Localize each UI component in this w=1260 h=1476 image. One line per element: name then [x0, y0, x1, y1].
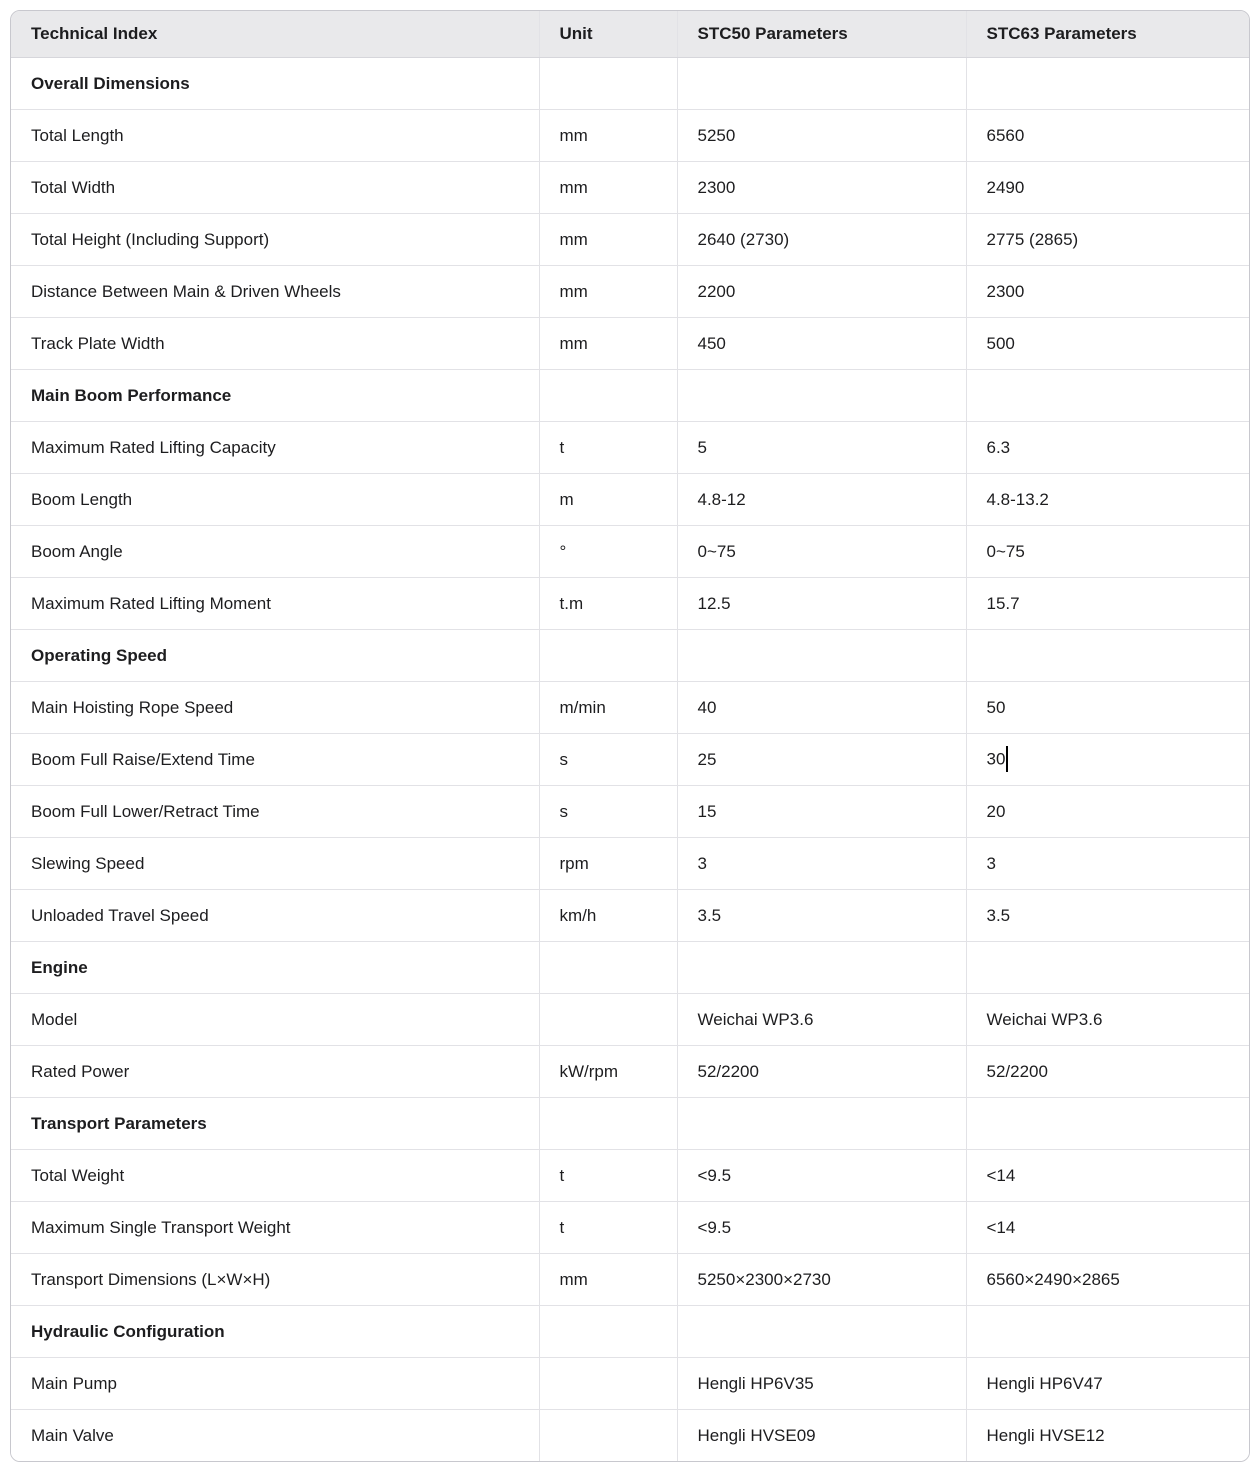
cell-text: Maximum Rated Lifting Capacity — [31, 437, 276, 457]
unit-cell[interactable] — [539, 214, 677, 266]
unit-cell[interactable] — [539, 1098, 677, 1150]
stc50-value-cell[interactable] — [677, 162, 966, 214]
spec-label-cell[interactable] — [11, 474, 539, 526]
section-row — [11, 942, 1249, 994]
section-row — [11, 370, 1249, 422]
cell-text: s — [559, 801, 568, 821]
unit-cell[interactable] — [539, 786, 677, 838]
cell-text: Main Boom Performance — [31, 385, 232, 405]
stc50-value-cell[interactable] — [677, 890, 966, 942]
table-row — [11, 890, 1249, 942]
column-header-label: STC50 Parameters — [697, 24, 848, 44]
stc50-value-cell[interactable] — [677, 214, 966, 266]
cell-text: Boom Full Raise/Extend Time — [31, 749, 255, 769]
cell-text: Weichai WP3.6 — [697, 1009, 814, 1029]
column-header-technical-index[interactable] — [11, 11, 539, 58]
stc63-value-cell[interactable] — [966, 1046, 1249, 1098]
column-header-label: Technical Index — [31, 24, 158, 44]
cell-text: Total Length — [31, 125, 124, 145]
unit-cell[interactable] — [539, 318, 677, 370]
section-row — [11, 1306, 1249, 1358]
cell-text: s — [559, 749, 568, 769]
cell-text: t — [559, 1217, 565, 1237]
cell-text: Distance Between Main & Driven Wheels — [31, 281, 341, 301]
table-row — [11, 110, 1249, 162]
stc50-value-cell[interactable] — [677, 1202, 966, 1254]
stc50-value-cell[interactable] — [677, 682, 966, 734]
stc50-value-cell[interactable] — [677, 942, 966, 994]
stc63-value-cell[interactable] — [966, 1150, 1249, 1202]
cell-text: Main Hoisting Rope Speed — [31, 697, 234, 717]
header-row — [11, 11, 1249, 58]
stc50-value-cell[interactable] — [677, 734, 966, 786]
cell-text: Weichai WP3.6 — [986, 1009, 1103, 1029]
cell-text: Total Height (Including Support) — [31, 229, 270, 249]
cell-text: 12.5 — [697, 593, 731, 613]
table-row — [11, 318, 1249, 370]
cell-text: 2490 — [986, 177, 1025, 197]
cell-text: 3.5 — [986, 905, 1011, 925]
cell-text: 52/2200 — [986, 1061, 1048, 1081]
stc63-value-cell[interactable] — [966, 994, 1249, 1046]
spec-label-cell[interactable] — [11, 1358, 539, 1410]
section-row — [11, 630, 1249, 682]
spec-label-cell[interactable] — [11, 682, 539, 734]
cell-text: Hengli HVSE12 — [986, 1425, 1105, 1445]
cell-text: 20 — [986, 801, 1006, 821]
spec-label-cell[interactable] — [11, 942, 539, 994]
unit-cell[interactable] — [539, 994, 677, 1046]
unit-cell[interactable] — [539, 682, 677, 734]
cell-text: t — [559, 1165, 565, 1185]
cell-text: Maximum Rated Lifting Moment — [31, 593, 271, 613]
cell-text: <9.5 — [697, 1165, 732, 1185]
cell-text: 15 — [697, 801, 717, 821]
cell-text: 5 — [697, 437, 707, 457]
spec-label-cell[interactable] — [11, 422, 539, 474]
cell-text: 40 — [697, 697, 717, 717]
stc63-value-cell[interactable] — [966, 838, 1249, 890]
table-row — [11, 1202, 1249, 1254]
cell-text: 15.7 — [986, 593, 1020, 613]
stc63-value-cell[interactable] — [966, 318, 1249, 370]
table-row — [11, 1046, 1249, 1098]
cell-text: 52/2200 — [697, 1061, 759, 1081]
stc50-value-cell[interactable] — [677, 110, 966, 162]
unit-cell[interactable] — [539, 890, 677, 942]
unit-cell[interactable] — [539, 734, 677, 786]
spec-label-cell[interactable] — [11, 1098, 539, 1150]
spec-label-cell[interactable] — [11, 110, 539, 162]
stc63-value-cell[interactable] — [966, 162, 1249, 214]
unit-cell[interactable] — [539, 1254, 677, 1306]
stc63-value-cell[interactable] — [966, 942, 1249, 994]
unit-cell[interactable] — [539, 370, 677, 422]
spec-label-cell[interactable] — [11, 162, 539, 214]
stc50-value-cell[interactable] — [677, 526, 966, 578]
spec-label-cell[interactable] — [11, 1410, 539, 1462]
stc50-value-cell[interactable] — [677, 370, 966, 422]
cell-text: <14 — [986, 1217, 1016, 1237]
spec-label-cell[interactable] — [11, 1306, 539, 1358]
unit-cell[interactable] — [539, 630, 677, 682]
stc50-value-cell[interactable] — [677, 630, 966, 682]
stc50-value-cell[interactable] — [677, 1046, 966, 1098]
stc50-value-cell[interactable] — [677, 422, 966, 474]
cell-text: Hengli HP6V47 — [986, 1373, 1103, 1393]
cell-text: m — [559, 489, 574, 509]
spec-label-cell[interactable] — [11, 734, 539, 786]
stc50-value-cell[interactable] — [677, 1358, 966, 1410]
unit-cell[interactable] — [539, 474, 677, 526]
unit-cell[interactable] — [539, 1046, 677, 1098]
cell-text: 4.8-13.2 — [986, 489, 1049, 509]
cell-text: Maximum Single Transport Weight — [31, 1217, 291, 1237]
stc50-value-cell[interactable] — [677, 1150, 966, 1202]
cell-text: 5250×2300×2730 — [697, 1269, 831, 1289]
cell-text: 450 — [697, 333, 726, 353]
cell-text: ° — [559, 541, 567, 561]
table-row — [11, 1254, 1249, 1306]
cell-text: Total Width — [31, 177, 116, 197]
stc63-value-cell[interactable] — [966, 526, 1249, 578]
spec-label-cell[interactable] — [11, 214, 539, 266]
cell-text: Rated Power — [31, 1061, 130, 1081]
stc63-value-cell[interactable] — [966, 1410, 1249, 1462]
column-header-stc63-parameters[interactable] — [966, 11, 1249, 58]
cell-text: 2300 — [697, 177, 736, 197]
table-row — [11, 1410, 1249, 1462]
unit-cell[interactable] — [539, 578, 677, 630]
table-row — [11, 734, 1249, 786]
stc50-value-cell[interactable] — [677, 786, 966, 838]
spec-label-cell[interactable] — [11, 370, 539, 422]
unit-cell[interactable] — [539, 526, 677, 578]
cell-text: 6.3 — [986, 437, 1011, 457]
cell-text: Boom Angle — [31, 541, 123, 561]
spec-label-cell[interactable] — [11, 838, 539, 890]
stc50-value-cell[interactable] — [677, 1254, 966, 1306]
stc50-value-cell[interactable] — [677, 58, 966, 110]
cell-text: t — [559, 437, 565, 457]
stc63-value-cell[interactable] — [966, 58, 1249, 110]
cell-text: Main Valve — [31, 1425, 114, 1445]
spec-label-cell[interactable] — [11, 1150, 539, 1202]
section-row — [11, 1098, 1249, 1150]
spec-label-cell[interactable] — [11, 994, 539, 1046]
cell-text: mm — [559, 177, 588, 197]
spec-label-cell[interactable] — [11, 58, 539, 110]
cell-text: Boom Length — [31, 489, 133, 509]
table-row — [11, 266, 1249, 318]
spec-label-cell[interactable] — [11, 630, 539, 682]
stc50-value-cell[interactable] — [677, 318, 966, 370]
cell-text: Overall Dimensions — [31, 73, 190, 93]
cell-text: Total Weight — [31, 1165, 125, 1185]
stc63-value-cell[interactable] — [966, 578, 1249, 630]
cell-text: Hydraulic Configuration — [31, 1321, 225, 1341]
cell-text: Boom Full Lower/Retract Time — [31, 801, 260, 821]
spec-label-cell[interactable] — [11, 1046, 539, 1098]
stc63-value-cell[interactable] — [966, 214, 1249, 266]
table-row — [11, 162, 1249, 214]
cell-text: mm — [559, 1269, 588, 1289]
spec-label-cell[interactable] — [11, 1254, 539, 1306]
stc63-value-cell[interactable] — [966, 786, 1249, 838]
stc50-value-cell[interactable] — [677, 474, 966, 526]
stc50-value-cell[interactable] — [677, 578, 966, 630]
table-row — [11, 1150, 1249, 1202]
cell-text: 0~75 — [697, 541, 736, 561]
cell-text: 6560×2490×2865 — [986, 1269, 1120, 1289]
stc63-value-cell[interactable] — [966, 682, 1249, 734]
stc63-value-cell[interactable] — [966, 630, 1249, 682]
cell-text: 2200 — [697, 281, 736, 301]
spec-label-cell[interactable] — [11, 578, 539, 630]
unit-cell[interactable] — [539, 58, 677, 110]
cell-text: 30 — [986, 748, 1006, 768]
cell-text: Transport Parameters — [31, 1113, 207, 1133]
cell-text: Operating Speed — [31, 645, 168, 665]
stc63-value-cell[interactable] — [966, 1202, 1249, 1254]
cell-text: Hengli HP6V35 — [697, 1373, 814, 1393]
cell-text: Model — [31, 1009, 78, 1029]
column-header-label: STC63 Parameters — [986, 24, 1137, 44]
cell-text: Transport Dimensions (L×W×H) — [31, 1269, 271, 1289]
cell-text: Main Pump — [31, 1373, 117, 1393]
stc63-value-cell[interactable] — [966, 1098, 1249, 1150]
stc50-value-cell[interactable] — [677, 1098, 966, 1150]
cell-text: kW/rpm — [559, 1061, 619, 1081]
unit-cell[interactable] — [539, 162, 677, 214]
stc63-value-cell[interactable] — [966, 266, 1249, 318]
stc63-value-cell[interactable] — [966, 370, 1249, 422]
cell-text: <14 — [986, 1165, 1016, 1185]
spec-table — [11, 11, 1249, 1461]
cell-text: 2640 (2730) — [697, 229, 790, 249]
cell-text: m/min — [559, 697, 606, 717]
unit-cell[interactable] — [539, 1410, 677, 1462]
cell-text: t.m — [559, 593, 584, 613]
spec-label-cell[interactable] — [11, 1202, 539, 1254]
spec-label-cell[interactable] — [11, 526, 539, 578]
unit-cell[interactable] — [539, 1150, 677, 1202]
cell-text: km/h — [559, 905, 597, 925]
table-row — [11, 1358, 1249, 1410]
column-header-unit[interactable] — [539, 11, 677, 58]
table-row — [11, 838, 1249, 890]
stc63-value-cell[interactable] — [966, 734, 1249, 786]
spec-label-cell[interactable] — [11, 318, 539, 370]
stc63-value-cell[interactable] — [966, 422, 1249, 474]
table-row — [11, 214, 1249, 266]
table-row — [11, 578, 1249, 630]
cell-text: 25 — [697, 749, 717, 769]
cell-text: 3 — [986, 853, 996, 873]
stc50-value-cell[interactable] — [677, 1410, 966, 1462]
unit-cell[interactable] — [539, 1202, 677, 1254]
cell-text: 50 — [986, 697, 1006, 717]
cell-text: 3 — [697, 853, 707, 873]
stc50-value-cell[interactable] — [677, 1306, 966, 1358]
cell-text: 2775 (2865) — [986, 229, 1079, 249]
cell-text: 5250 — [697, 125, 736, 145]
table-row — [11, 526, 1249, 578]
cell-text: 3.5 — [697, 905, 722, 925]
cell-text: mm — [559, 333, 588, 353]
stc63-value-cell[interactable] — [966, 474, 1249, 526]
table-row — [11, 474, 1249, 526]
spec-label-cell[interactable] — [11, 786, 539, 838]
table-row — [11, 786, 1249, 838]
cell-text: <9.5 — [697, 1217, 732, 1237]
unit-cell[interactable] — [539, 1306, 677, 1358]
table-row — [11, 682, 1249, 734]
cell-text: Hengli HVSE09 — [697, 1425, 816, 1445]
cell-text: 0~75 — [986, 541, 1025, 561]
cell-text: Engine — [31, 957, 88, 977]
cell-text: rpm — [559, 853, 589, 873]
column-header-label: Unit — [559, 24, 593, 44]
unit-cell[interactable] — [539, 838, 677, 890]
stc50-value-cell[interactable] — [677, 266, 966, 318]
table-body — [11, 58, 1249, 1462]
table-row — [11, 422, 1249, 474]
unit-cell[interactable] — [539, 266, 677, 318]
stc50-value-cell[interactable] — [677, 838, 966, 890]
cell-text: mm — [559, 229, 588, 249]
unit-cell[interactable] — [539, 110, 677, 162]
column-header-stc50-parameters[interactable] — [677, 11, 966, 58]
cell-text: Unloaded Travel Speed — [31, 905, 209, 925]
cell-text: 6560 — [986, 125, 1025, 145]
stc63-value-cell[interactable] — [966, 890, 1249, 942]
spec-table-card — [10, 10, 1250, 1462]
cell-text: Slewing Speed — [31, 853, 145, 873]
cell-text: Track Plate Width — [31, 333, 165, 353]
section-row — [11, 58, 1249, 110]
stc63-value-cell[interactable] — [966, 1358, 1249, 1410]
text-caret — [1006, 746, 1008, 772]
cell-text: 500 — [986, 333, 1015, 353]
stc63-value-cell[interactable] — [966, 110, 1249, 162]
cell-text: mm — [559, 125, 588, 145]
spec-label-cell[interactable] — [11, 266, 539, 318]
table-row — [11, 994, 1249, 1046]
unit-cell[interactable] — [539, 422, 677, 474]
stc63-value-cell[interactable] — [966, 1306, 1249, 1358]
spec-label-cell[interactable] — [11, 890, 539, 942]
stc50-value-cell[interactable] — [677, 994, 966, 1046]
unit-cell[interactable] — [539, 942, 677, 994]
cell-text: mm — [559, 281, 588, 301]
unit-cell[interactable] — [539, 1358, 677, 1410]
stc63-value-cell[interactable] — [966, 1254, 1249, 1306]
cell-text: 4.8-12 — [697, 489, 746, 509]
cell-text: 2300 — [986, 281, 1025, 301]
